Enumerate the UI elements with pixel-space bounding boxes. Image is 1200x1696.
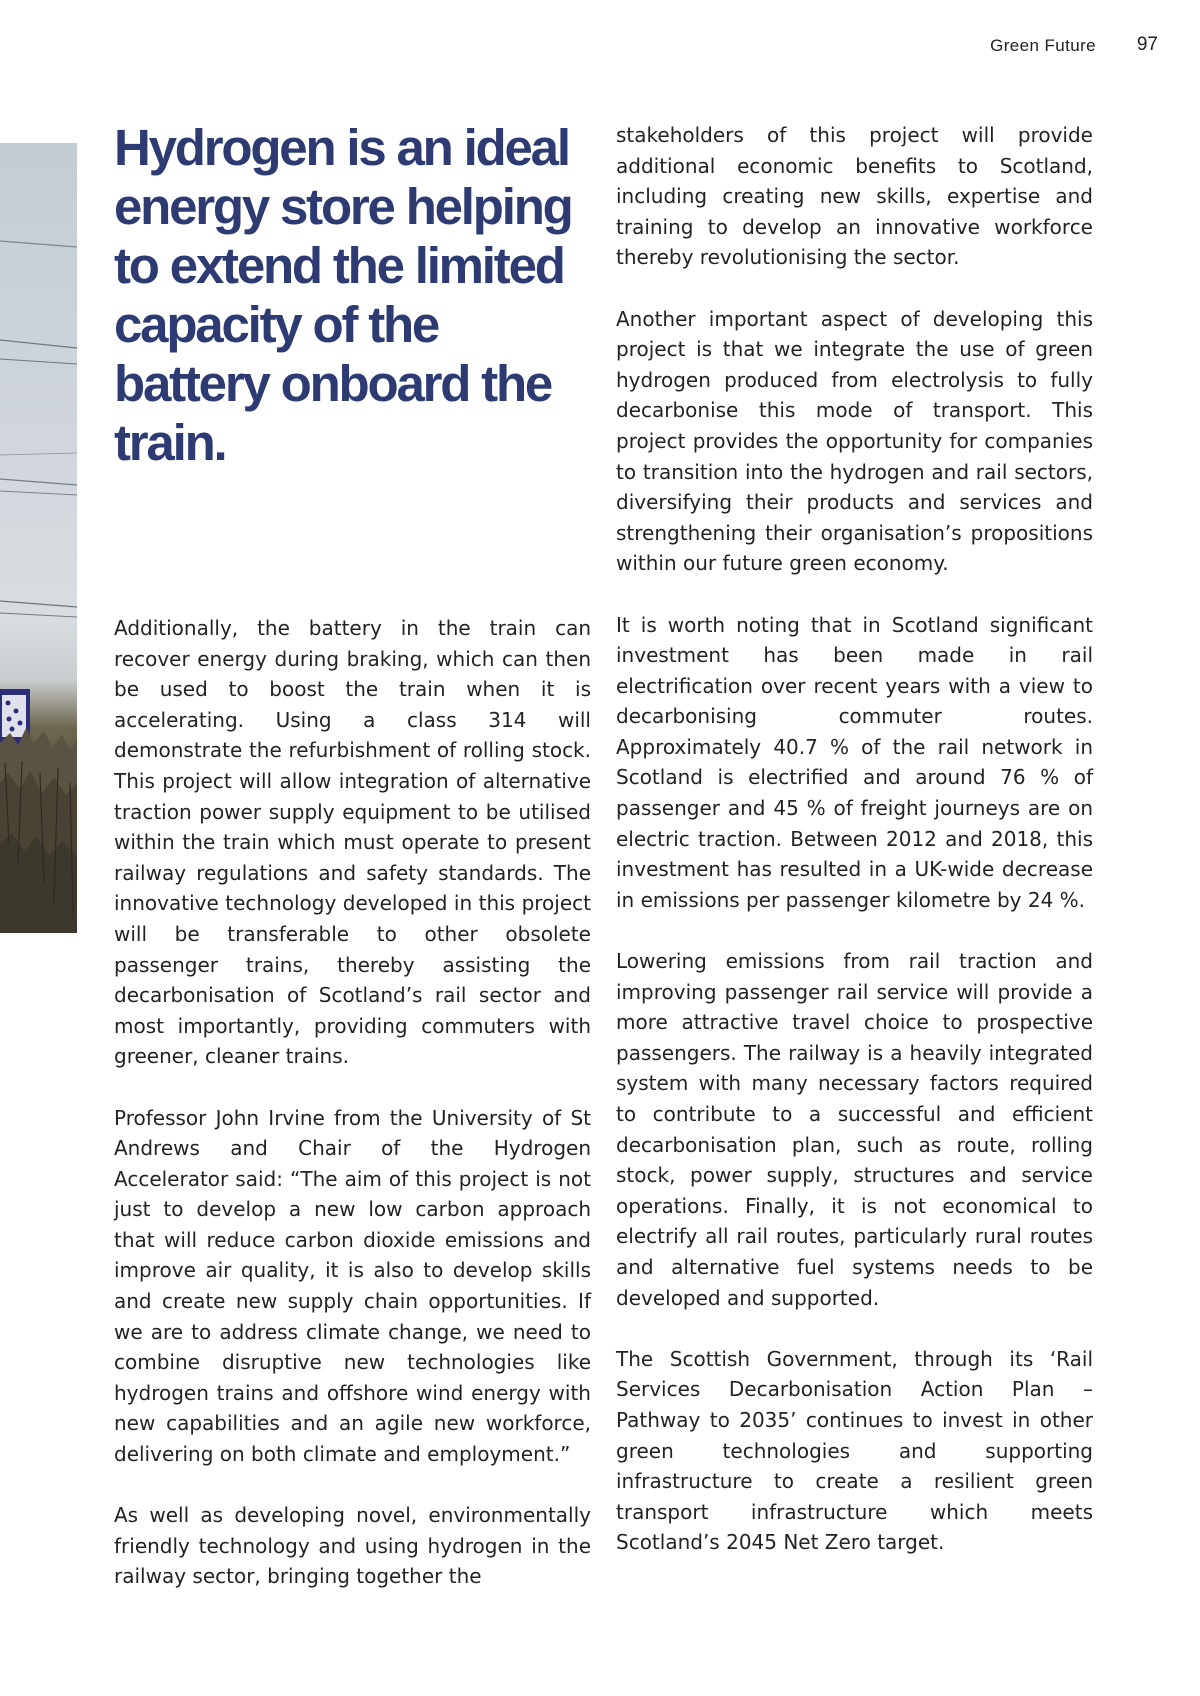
body-paragraph: Lowering emissions from rail traction and improving passenger rail service will provide a more attractive travel choice to prospective passengers. The railway is a heavily integrated system with many necessary factors required to contribute to a successful and efficient decarbonisation plan, such as route, rolling stock, power supply, structures and service operations. Finally, it is not economical to electrify all rail routes, particularly rural routes and alternative fuel systems needs to be developed and supported. [616, 949, 1093, 1310]
pull-quote-heading: Hydrogen is an ideal energy store helping to extend the limited capacity of the battery onboard the train. [114, 119, 572, 471]
running-header [0, 34, 1200, 58]
train-photo [0, 143, 77, 933]
page-number: 97 [1136, 34, 1158, 55]
body-paragraph: The Scottish Government, through its ‘Rail Services Decarbonisation Action Plan – Pathway to 2035’ continues to invest in other green technologies and supporting infrastructure to create a resilient green transport infrastructure which meets Scotland’s 2045 Net Zero target. [616, 1346, 1093, 1555]
section-title: Green Future [990, 36, 1096, 55]
body-paragraph: Another important aspect of developing this project is that we integrate the use of green hydrogen produced from electrolysis to fully decarbonise this mode of transport. This project provides the opportunity for companies to transition into the hydrogen and rail sectors, diversifying their products and services and strengthening their organisation’s propositions within our future green economy. [616, 306, 1093, 576]
body-paragraph: Professor John Irvine from the University of St Andrews and Chair of the Hydrogen Accelerator said: “The aim of this project is not just to develop a new low carbon approach that will reduce carbon dioxide emissions and improve air quality, it is also to develop skills and create new supply chain opportunities. If we are to address climate change, we need to combine disruptive new technologies like hydrogen trains and offshore wind energy with new capabilities and an agile new workforce, delivering on both climate and employment.” [114, 1105, 591, 1467]
body-paragraph: As well as developing novel, environmentally friendly technology and using hydrogen in the railway sector, bringing together the [114, 1503, 591, 1589]
right-text-column [616, 120, 1093, 1558]
left-text-column [114, 613, 591, 1592]
body-paragraph: Additionally, the battery in the train can recover energy during braking, which can then be used to boost the train when it is accelerating. Using a class 314 will demonstrate the refurbishment of rolling stock. This project will allow integration of alternative traction power supply equipment to be utilised within the train which must operate to present railway regulations and safety standards. The innovative technology developed in this project will be transferable to other obsolete passenger trains, thereby assisting the decarbonisation of Scotland’s rail sector and most importantly, providing commuters with greener, cleaner trains. [114, 616, 591, 1069]
body-paragraph: stakeholders of this project will provide additional economic benefits to Scotland, including creating new skills, expertise and training to develop an innovative workforce thereby revolutionising the sector. [616, 123, 1093, 270]
body-paragraph: It is worth noting that in Scotland significant investment has been made in rail electrification over recent years with a view to decarbonising commuter routes. Approximately 40.7 % of the rail network in Scotland is electrified and around 76 % of passenger and 45 % of freight journeys are on electric traction. Between 2012 and 2018, this investment has resulted in a UK-wide decrease in emissions per passenger kilometre by 24 %. [616, 612, 1093, 912]
